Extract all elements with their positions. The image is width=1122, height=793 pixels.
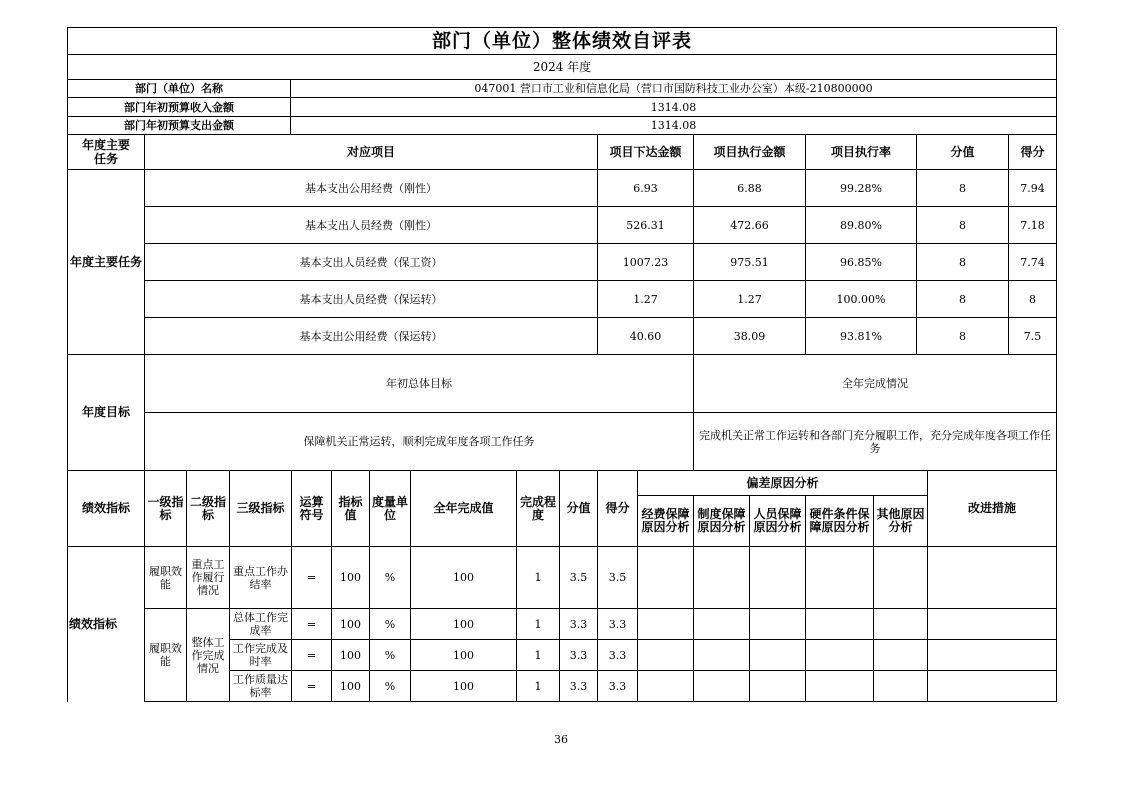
col-value: 分值 xyxy=(560,471,598,547)
indicator-value: 3.3 xyxy=(560,609,598,640)
task-item: 基本支出人员经费（保运转） xyxy=(145,281,598,318)
income-label: 部门年初预算收入金额 xyxy=(68,98,291,117)
expense-value: 1314.08 xyxy=(291,117,1057,135)
indicator-dev-hardware xyxy=(806,609,874,640)
indicator-dev-hardware xyxy=(806,640,874,671)
indicator-level3: 工作完成及时率 xyxy=(230,640,292,671)
task-executed: 975.51 xyxy=(694,244,806,281)
indicator-actual: 100 xyxy=(411,640,517,671)
indicator-dev-staff xyxy=(750,547,806,609)
col-operator: 运算符号 xyxy=(292,471,332,547)
indicator-level3: 工作质量达标率 xyxy=(230,671,292,702)
task-item: 基本支出人员经费（保工资） xyxy=(145,244,598,281)
goals-initial-header: 年初总体目标 xyxy=(145,355,694,413)
task-executed: 38.09 xyxy=(694,318,806,355)
indicator-value: 3.3 xyxy=(560,671,598,702)
col-improve: 改进措施 xyxy=(928,471,1057,547)
indicator-level2: 整体工作完成情况 xyxy=(187,609,230,702)
indicator-score: 3.3 xyxy=(598,640,638,671)
indicator-unit: % xyxy=(370,640,411,671)
task-rate: 100.00% xyxy=(806,281,917,318)
indicator-target: 100 xyxy=(332,609,370,640)
task-row xyxy=(68,281,1057,318)
col-level2: 二级指标 xyxy=(187,471,230,547)
dev-funding: 经费保障原因分析 xyxy=(638,496,694,547)
tasks-col-executed: 项目执行金额 xyxy=(694,135,806,170)
dept-name-label: 部门（单位）名称 xyxy=(68,80,291,98)
indicator-dev-system xyxy=(694,671,750,702)
dept-name-value: 047001 营口市工业和信息化局（营口市国防科技工业办公室）本级-210800000 xyxy=(291,80,1057,98)
indicator-operator: = xyxy=(292,640,332,671)
indicator-level3: 重点工作办结率 xyxy=(230,547,292,609)
task-row xyxy=(68,170,1057,207)
indicator-score: 3.3 xyxy=(598,609,638,640)
goals-completion-text: 完成机关正常工作运转和各部门充分履职工作，充分完成年度各项工作任务 xyxy=(694,413,1057,471)
page-number: 36 xyxy=(554,733,568,746)
tasks-col-item: 对应项目 xyxy=(145,135,598,170)
task-rate: 93.81% xyxy=(806,318,917,355)
self-evaluation-sheet xyxy=(67,27,1056,702)
dev-hardware: 硬件条件保障原因分析 xyxy=(806,496,874,547)
task-item: 基本支出公用经费（刚性） xyxy=(145,170,598,207)
col-level3: 三级指标 xyxy=(230,471,292,547)
tasks-col-rate: 项目执行率 xyxy=(806,135,917,170)
task-value: 8 xyxy=(917,318,1009,355)
task-row xyxy=(68,318,1057,355)
indicator-dev-other xyxy=(874,609,928,640)
task-value: 8 xyxy=(917,170,1009,207)
indicator-level2: 重点工作履行情况 xyxy=(187,547,230,609)
task-issued: 6.93 xyxy=(598,170,694,207)
col-level1: 一级指标 xyxy=(145,471,187,547)
col-target: 指标值 xyxy=(332,471,370,547)
task-executed: 6.88 xyxy=(694,170,806,207)
goals-completion-header: 全年完成情况 xyxy=(694,355,1057,413)
task-value: 8 xyxy=(917,244,1009,281)
income-value: 1314.08 xyxy=(291,98,1057,117)
expense-label: 部门年初预算支出金额 xyxy=(68,117,291,135)
task-issued: 1.27 xyxy=(598,281,694,318)
dev-system: 制度保障原因分析 xyxy=(694,496,750,547)
indicator-dev-funding xyxy=(638,547,694,609)
indicator-dev-staff xyxy=(750,609,806,640)
indicators-table xyxy=(67,470,1057,702)
task-rate: 99.28% xyxy=(806,170,917,207)
indicator-dev-system xyxy=(694,609,750,640)
task-item: 基本支出公用经费（保运转） xyxy=(145,318,598,355)
indicator-row xyxy=(68,609,1057,640)
indicator-operator: = xyxy=(292,547,332,609)
indicator-dev-system xyxy=(694,547,750,609)
indicator-actual: 100 xyxy=(411,547,517,609)
task-score: 7.74 xyxy=(1009,244,1057,281)
indicator-dev-staff xyxy=(750,640,806,671)
indicator-dev-hardware xyxy=(806,547,874,609)
col-unit: 度量单位 xyxy=(370,471,411,547)
indicator-unit: % xyxy=(370,609,411,640)
indicator-dev-funding xyxy=(638,671,694,702)
indicator-degree: 1 xyxy=(517,609,560,640)
indicators-header-label: 绩效指标 xyxy=(68,471,145,547)
goals-initial-text: 保障机关正常运转，顺利完成年度各项工作任务 xyxy=(145,413,694,471)
indicator-improve xyxy=(928,640,1057,671)
indicator-improve xyxy=(928,547,1057,609)
tasks-section-label: 年度主要任务 xyxy=(68,170,145,355)
dev-staff: 人员保障原因分析 xyxy=(750,496,806,547)
indicator-row xyxy=(68,547,1057,609)
year-label: 2024 年度 xyxy=(68,55,1057,80)
task-score: 7.94 xyxy=(1009,170,1057,207)
indicator-degree: 1 xyxy=(517,547,560,609)
indicator-level1: 履职效能 xyxy=(145,609,187,702)
indicator-dev-hardware xyxy=(806,671,874,702)
summary-table xyxy=(67,27,1057,471)
task-issued: 1007.23 xyxy=(598,244,694,281)
deviation-header: 偏差原因分析 xyxy=(638,471,928,496)
task-issued: 40.60 xyxy=(598,318,694,355)
task-item: 基本支出人员经费（刚性） xyxy=(145,207,598,244)
indicator-unit: % xyxy=(370,547,411,609)
indicator-actual: 100 xyxy=(411,671,517,702)
goals-section-label: 年度目标 xyxy=(68,355,145,471)
indicator-value: 3.5 xyxy=(560,547,598,609)
tasks-header-label: 年度主要 任务 xyxy=(68,135,145,170)
dev-other: 其他原因分析 xyxy=(874,496,928,547)
indicator-improve xyxy=(928,609,1057,640)
task-executed: 1.27 xyxy=(694,281,806,318)
task-row xyxy=(68,207,1057,244)
col-actual: 全年完成值 xyxy=(411,471,517,547)
task-score: 7.18 xyxy=(1009,207,1057,244)
tasks-col-issued: 项目下达金额 xyxy=(598,135,694,170)
col-score: 得分 xyxy=(598,471,638,547)
tasks-col-score: 得分 xyxy=(1009,135,1057,170)
task-issued: 526.31 xyxy=(598,207,694,244)
col-degree: 完成程度 xyxy=(517,471,560,547)
indicator-degree: 1 xyxy=(517,671,560,702)
indicator-operator: = xyxy=(292,671,332,702)
indicator-actual: 100 xyxy=(411,609,517,640)
indicator-degree: 1 xyxy=(517,640,560,671)
task-score: 7.5 xyxy=(1009,318,1057,355)
task-rate: 96.85% xyxy=(806,244,917,281)
indicator-target: 100 xyxy=(332,547,370,609)
indicator-level1: 履职效能 xyxy=(145,547,187,609)
indicator-improve xyxy=(928,671,1057,702)
task-score: 8 xyxy=(1009,281,1057,318)
indicator-unit: % xyxy=(370,671,411,702)
indicator-score: 3.5 xyxy=(598,547,638,609)
task-value: 8 xyxy=(917,281,1009,318)
indicator-level3: 总体工作完成率 xyxy=(230,609,292,640)
task-rate: 89.80% xyxy=(806,207,917,244)
task-executed: 472.66 xyxy=(694,207,806,244)
indicator-dev-other xyxy=(874,640,928,671)
tasks-col-score-value: 分值 xyxy=(917,135,1009,170)
indicator-dev-funding xyxy=(638,640,694,671)
task-value: 8 xyxy=(917,207,1009,244)
indicator-dev-system xyxy=(694,640,750,671)
task-row xyxy=(68,244,1057,281)
indicator-dev-staff xyxy=(750,671,806,702)
indicator-target: 100 xyxy=(332,640,370,671)
indicator-operator: = xyxy=(292,609,332,640)
indicator-target: 100 xyxy=(332,671,370,702)
indicator-value: 3.3 xyxy=(560,640,598,671)
indicator-dev-other xyxy=(874,671,928,702)
indicator-score: 3.3 xyxy=(598,671,638,702)
indicator-dev-funding xyxy=(638,609,694,640)
indicator-dev-other xyxy=(874,547,928,609)
page-title: 部门（单位）整体绩效自评表 xyxy=(68,28,1057,55)
indicators-section-label: 绩效指标 xyxy=(68,547,145,702)
